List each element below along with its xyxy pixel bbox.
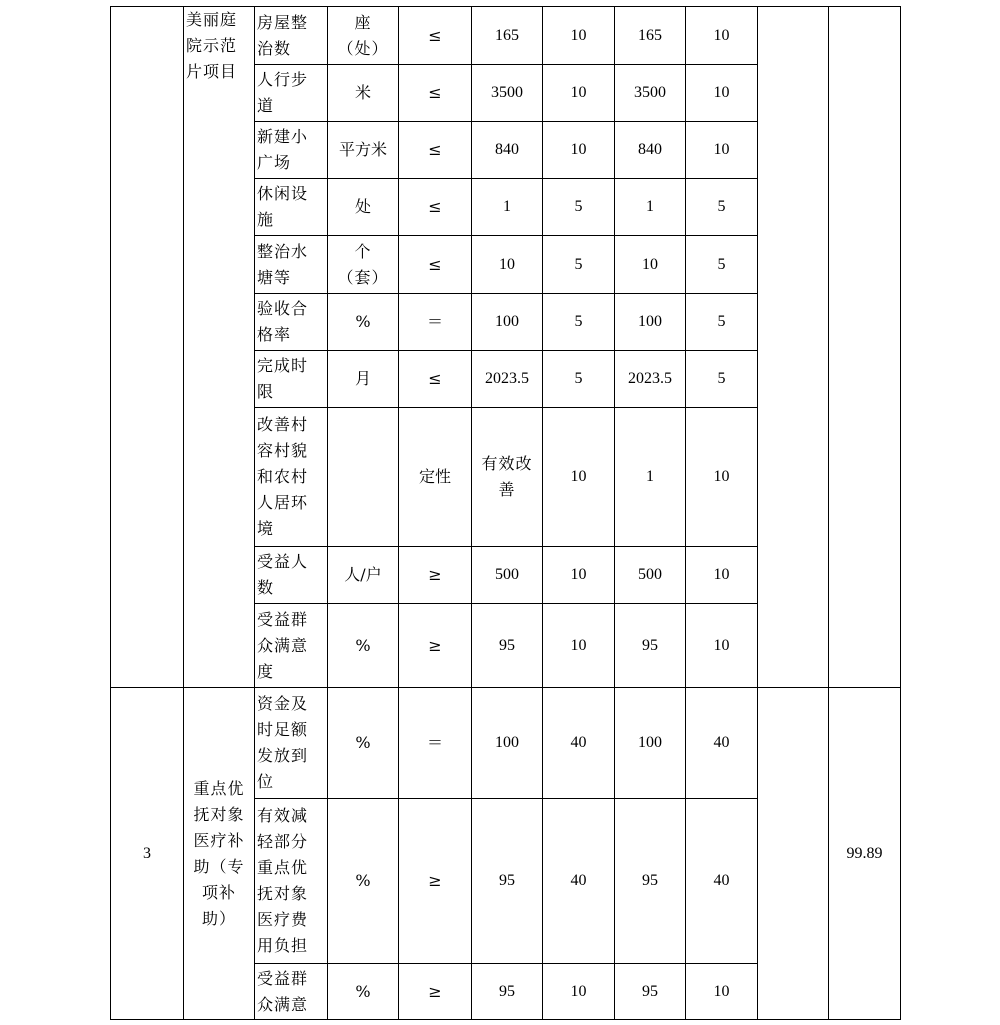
unit-cell: 处 (328, 179, 399, 236)
score-cell: 10 (686, 604, 758, 688)
table-row (111, 7, 901, 65)
actual-cell: 2023.5 (615, 351, 686, 408)
weight-cell: 10 (543, 65, 615, 122)
operator-cell: ≥ (399, 547, 472, 604)
actual-cell: 10 (615, 236, 686, 294)
seq-cell: 3 (111, 688, 184, 1020)
target-cell: 165 (472, 7, 543, 65)
score-cell: 10 (686, 7, 758, 65)
actual-cell: 100 (615, 294, 686, 351)
indicator-cell: 资金及时足额发放到位 (255, 688, 328, 799)
target-cell: 3500 (472, 65, 543, 122)
unit-cell: % (328, 688, 399, 799)
weight-cell: 40 (543, 688, 615, 799)
target-cell: 95 (472, 604, 543, 688)
indicator-cell: 改善村容村貌和农村人居环境 (255, 408, 328, 547)
indicator-cell: 人行步道 (255, 65, 328, 122)
indicator-cell: 验收合格率 (255, 294, 328, 351)
score-cell: 10 (686, 65, 758, 122)
target-cell: 95 (472, 964, 543, 1020)
deviation-cell-empty (758, 7, 829, 688)
weight-cell: 5 (543, 179, 615, 236)
weight-cell: 10 (543, 964, 615, 1020)
total-cell-empty (829, 7, 901, 688)
actual-cell: 165 (615, 7, 686, 65)
total-score-cell: 99.89 (829, 688, 901, 1020)
operator-cell: ＝ (399, 688, 472, 799)
score-cell: 40 (686, 799, 758, 964)
actual-cell: 840 (615, 122, 686, 179)
unit-cell (328, 408, 399, 547)
unit-cell: 个（套） (328, 236, 399, 294)
indicator-cell: 受益人数 (255, 547, 328, 604)
operator-cell: ≤ (399, 65, 472, 122)
target-cell: 95 (472, 799, 543, 964)
unit-cell: 人/户 (328, 547, 399, 604)
operator-cell: ≤ (399, 351, 472, 408)
score-cell: 10 (686, 964, 758, 1020)
indicator-cell: 受益群众满意 (255, 964, 328, 1020)
target-cell: 1 (472, 179, 543, 236)
indicator-cell: 完成时限 (255, 351, 328, 408)
actual-cell: 1 (615, 408, 686, 547)
target-cell: 840 (472, 122, 543, 179)
weight-cell: 10 (543, 7, 615, 65)
indicator-cell: 房屋整治数 (255, 7, 328, 65)
operator-cell: 定性 (399, 408, 472, 547)
score-cell: 5 (686, 179, 758, 236)
project-name-cell: 重点优抚对象医疗补助（专项补助） (184, 688, 255, 1020)
target-cell: 100 (472, 294, 543, 351)
operator-cell: ≥ (399, 799, 472, 964)
actual-cell: 100 (615, 688, 686, 799)
score-cell: 5 (686, 351, 758, 408)
operator-cell: ≤ (399, 122, 472, 179)
unit-cell: 座（处） (328, 7, 399, 65)
actual-cell: 95 (615, 964, 686, 1020)
operator-cell: ≥ (399, 604, 472, 688)
unit-cell: % (328, 294, 399, 351)
target-cell: 500 (472, 547, 543, 604)
score-cell: 10 (686, 122, 758, 179)
score-cell: 10 (686, 547, 758, 604)
actual-cell: 500 (615, 547, 686, 604)
weight-cell: 10 (543, 408, 615, 547)
project-name-cell: 美丽庭院示范片项目 (184, 7, 255, 688)
operator-cell: ≤ (399, 7, 472, 65)
actual-cell: 3500 (615, 65, 686, 122)
unit-cell: 米 (328, 65, 399, 122)
operator-cell: ＝ (399, 294, 472, 351)
target-cell: 2023.5 (472, 351, 543, 408)
unit-cell: % (328, 964, 399, 1020)
weight-cell: 10 (543, 122, 615, 179)
score-cell: 5 (686, 236, 758, 294)
actual-cell: 95 (615, 604, 686, 688)
deviation-cell-empty (758, 688, 829, 1020)
score-cell: 5 (686, 294, 758, 351)
seq-cell-empty (111, 7, 184, 688)
operator-cell: ≥ (399, 964, 472, 1020)
table-row (111, 688, 901, 799)
indicator-cell: 整治水塘等 (255, 236, 328, 294)
unit-cell: 月 (328, 351, 399, 408)
unit-cell: % (328, 604, 399, 688)
indicator-cell: 有效减轻部分重点优抚对象医疗费用负担 (255, 799, 328, 964)
weight-cell: 5 (543, 236, 615, 294)
actual-cell: 1 (615, 179, 686, 236)
weight-cell: 5 (543, 294, 615, 351)
target-cell: 有效改善 (472, 408, 543, 547)
actual-cell: 95 (615, 799, 686, 964)
operator-cell: ≤ (399, 236, 472, 294)
target-cell: 100 (472, 688, 543, 799)
score-cell: 40 (686, 688, 758, 799)
indicator-cell: 受益群众满意度 (255, 604, 328, 688)
operator-cell: ≤ (399, 179, 472, 236)
performance-table (110, 6, 901, 1020)
score-cell: 10 (686, 408, 758, 547)
indicator-cell: 新建小广场 (255, 122, 328, 179)
unit-cell: % (328, 799, 399, 964)
unit-cell: 平方米 (328, 122, 399, 179)
weight-cell: 5 (543, 351, 615, 408)
weight-cell: 10 (543, 604, 615, 688)
target-cell: 10 (472, 236, 543, 294)
weight-cell: 40 (543, 799, 615, 964)
indicator-cell: 休闲设施 (255, 179, 328, 236)
weight-cell: 10 (543, 547, 615, 604)
